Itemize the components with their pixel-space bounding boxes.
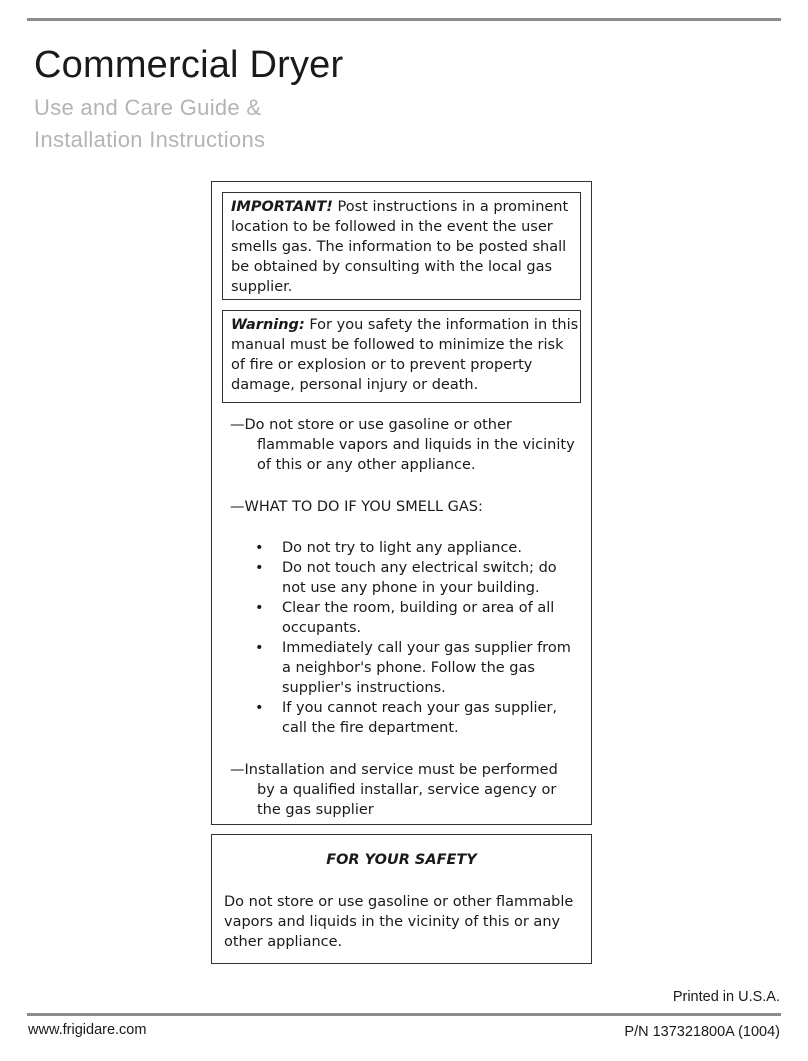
list-item-text: Do not touch any electrical switch; do not use any phone in your building. [282,560,557,596]
bullet-icon: • [255,560,264,576]
smell-gas-heading: —WHAT TO DO IF YOU SMELL GAS: [230,499,483,515]
document-title: Commercial Dryer [34,44,344,86]
safety-title: FOR YOUR SAFETY [326,852,477,868]
important-text: Post instructions in a prominent location to be followed in the event the user smells gas. The information to be posted shall be obtained by consulting with the local gas supplier. [231,199,569,295]
list-item [253,598,578,638]
safety-text: Do not store or use gasoline or other flammable vapors and liquids in the vicinity of this or any other appliance. [224,894,574,950]
part-number: P/N 137321800A (1004) [624,1024,780,1040]
important-notice [222,192,581,300]
list-item-text: Clear the room, building or area of all occupants. [282,600,555,636]
list-item [253,558,578,598]
list-item-text: If you cannot reach your gas supplier, call the fire department. [282,700,558,736]
bullet-icon: • [255,700,264,716]
website-link[interactable]: www.frigidare.com [28,1022,147,1038]
list-item [253,538,578,558]
gas-smell-steps-list [253,538,578,738]
bottom-divider [27,1013,781,1016]
for-your-safety-box [211,834,592,964]
list-item-text: Do not try to light any appliance. [282,540,522,556]
list-item [253,638,578,698]
list-item-text: Immediately call your gas supplier from a neighbor's phone. Follow the gas supplier's instructions. [282,640,571,696]
top-divider [27,18,781,21]
warning-label: Warning: [231,317,305,333]
bullet-icon: • [255,600,264,616]
subtitle-line-2: Installation Instructions [34,127,266,152]
installation-first-line: —Installation and service must be performed [230,762,558,778]
printed-in-label: Printed in U.S.A. [672,989,780,1005]
installation-continuation: by a qualified installar, service agency or the gas supplier [257,782,557,818]
bullet-icon: • [255,640,264,656]
no-gasoline-continuation: flammable vapors and liquids in the vicinity of this or any other appliance. [257,437,575,473]
no-gasoline-first-line: —Do not store or use gasoline or other [230,417,512,433]
list-item [253,698,578,738]
warning-notice [222,310,581,403]
no-gasoline-instruction [230,415,575,475]
warning-text: For you safety the information in this manual must be followed to minimize the risk of fire or explosion or to prevent property damage, personal injury or death. [231,317,579,393]
bullet-icon: • [255,540,264,556]
important-label: IMPORTANT! [231,199,333,215]
installation-instruction [230,760,575,820]
subtitle-line-1: Use and Care Guide & [34,95,262,120]
